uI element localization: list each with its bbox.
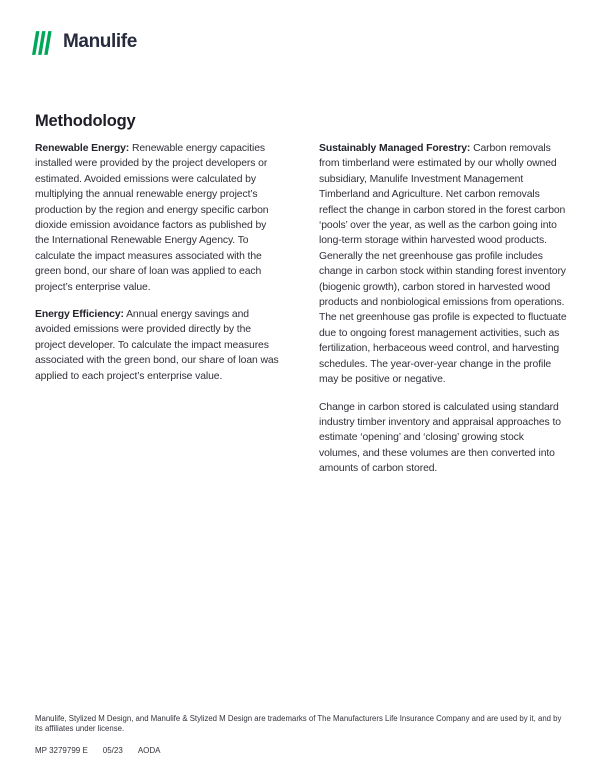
term-renewable-energy: Renewable Energy: <box>35 143 130 154</box>
accessibility-tag: AODA <box>137 746 161 755</box>
stylized-m-icon <box>32 30 52 56</box>
paragraph-renewable-energy <box>35 141 283 295</box>
document-code-line <box>35 746 565 756</box>
term-energy-efficiency: Energy Efficiency: <box>35 309 124 321</box>
document-code: MP 3279799 E <box>35 746 88 755</box>
body-columns <box>35 141 567 489</box>
page-title: Methodology <box>35 112 136 130</box>
paragraph-text: Change in carbon stored is calculated using standard industry timber inventory and appraisal approaches to estimate ‘opening’ and ‘closing’ growing stock volumes, and these volumes are then converted into amounts of carbon stored. <box>319 401 561 475</box>
page-footer <box>35 714 565 756</box>
right-column <box>319 141 567 489</box>
manulife-logo <box>32 29 137 56</box>
paragraph-text: Carbon removals from timberland were estimated by our wholly owned subsidiary, Manulife Investment Management Timberland and Agriculture. Net carbon removals reflect the change in carbon stored in the forest carbon ‘pools’ over the year, as well as the carbon going into long-term storage within harvested wood products. Generally the net greenhouse gas profile includes change in carbon stock within standing forest inventory (biogenic growth), carbon stored in harvested wood products and nonbiological emissions from operations. The net greenhouse gas profile is expected to fluctuate due to ongoing forest management activities, such as fertilization, herbaceous weed control, and harvesting schedules. The year-over-year change in the profile may be positive or negative. <box>319 143 567 386</box>
paragraph-carbon-stored <box>319 400 567 477</box>
term-forestry: Sustainably Managed Forestry: <box>319 143 471 154</box>
paragraph-text: Renewable energy capacities installed were provided by the project developers or estimated. Avoided emissions were calculated by multiplying the annual renewable energy project’s production by the region and energy specific carbon dioxide emission avoidance factors as published by the International Renewable Energy Agency. To calculate the impact measures associated with the green bond, our share of loan was applied to each project’s enterprise value. <box>35 143 269 293</box>
paragraph-forestry <box>319 141 567 388</box>
left-column <box>35 141 283 489</box>
trademark-notice: Manulife, Stylized M Design, and Manulife & Stylized M Design are trademarks of The Manufacturers Life Insurance Company and are used by it, and by its affiliates under license. <box>35 714 562 733</box>
paragraph-energy-efficiency <box>35 307 283 384</box>
document-date: 05/23 <box>102 746 123 755</box>
paragraph-text: Annual energy savings and avoided emissions were provided directly by the project developer. To calculate the impact measures associated with the green bond, our share of loan was applied to each project’s enterprise value. <box>35 309 279 382</box>
logo-wordmark: Manulife <box>63 31 137 52</box>
